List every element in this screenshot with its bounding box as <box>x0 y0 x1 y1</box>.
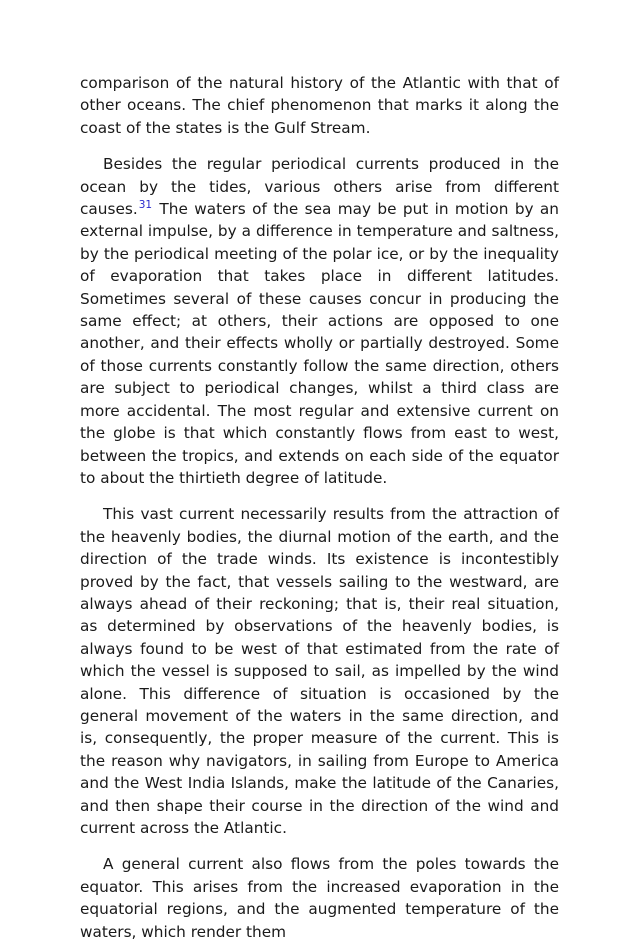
paragraph-vast-current: This vast current necessarily results from the attraction of the heavenly bodies, the diurnal motion of the earth, and the direction of the trade winds. Its existence is incontestibly proved by the fact, that vessels sailing to the westward, are always ahead of their reckoning; that is, their real situation, as determined by observations of the heavenly bodies, is always found to be west of that estimated from the rate of which the vessel is supposed to sail, as impelled by the wind alone. This difference of situation is occasioned by the general movement of the waters in the same direction, and is, consequently, the proper measure of the current. This is the reason why navigators, in sailing from Europe to America and the West India Islands, make the latitude of the Canaries, and then shape their course in the direction of the wind and current across the Atlantic. <box>80 505 559 837</box>
paragraph-text-after-note: The waters of the sea may be put in motion by an external impulse, by a difference in temperature and saltness, by the periodical meeting of the polar ice, or by the inequality of evaporation that takes place in different latitudes. Sometimes several of these causes concur in producing the same effect; at others, their actions are opposed to one another, and their effects wholly or partially destroyed. Some of those currents constantly follow the same direction, others are subject to periodical changes, whilst a third class are more accidental. The most regular and extensive current on the globe is that which constantly flows from east to west, between the tropics, and extends on each side of the equator to about the thirtieth degree of latitude. <box>80 200 559 487</box>
paragraph-text-before-note: Besides the regular periodical currents produced in the ocean by the tides, various others arise from different causes. <box>80 155 559 219</box>
page-body <box>80 72 559 943</box>
paragraph-currents <box>80 153 559 489</box>
footnote-reference-link[interactable]: 31 <box>138 199 153 212</box>
paragraph-general-current: A general current also flows from the poles towards the equator. This arises from the increased evaporation in the equatorial regions, and the augmented temperature of the waters, which render them <box>80 855 559 941</box>
paragraph-continuation: comparison of the natural history of the Atlantic with that of other oceans. The chief phenomenon that marks it along the coast of the states is the Gulf Stream. <box>80 74 559 137</box>
